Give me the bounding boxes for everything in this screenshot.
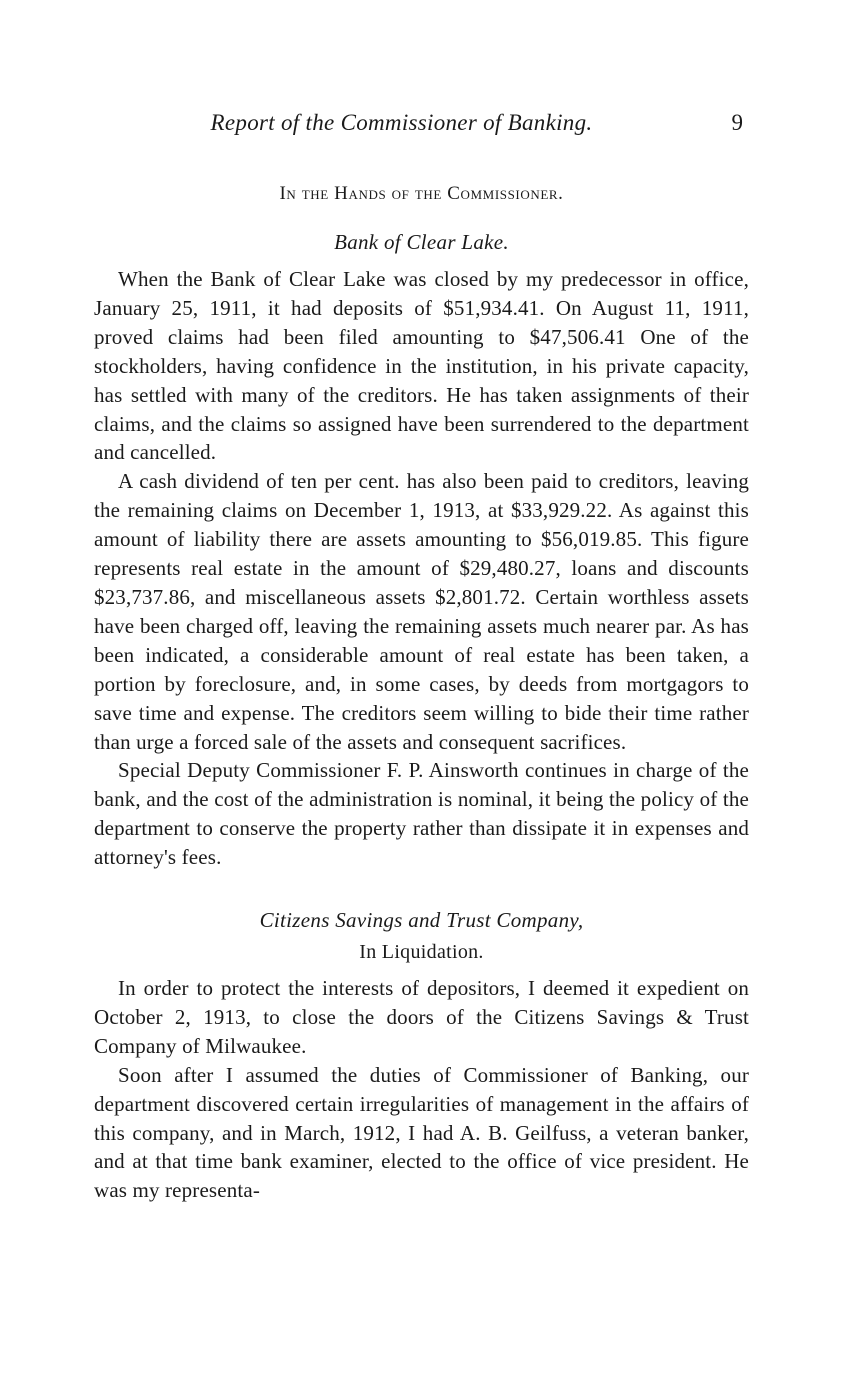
paragraph: Special Deputy Commissioner F. P. Ainsworth continues in charge of the bank, and the cost of the administration is nominal, it being the policy of the department to conserve the property rather than dissipate it in expenses and attorney's fees. — [94, 758, 749, 870]
paragraph: Soon after I assumed the duties of Commissioner of Banking, our department discovered certain irregularities of management in the affairs of this company, and in March, 1912, I had A. B. Geilfuss, a veteran banker, and at that time bank examiner, elected to the office of vice president. He was my representa- — [94, 1062, 749, 1203]
citizens-savings-heading: Citizens Savings and Trust Company, — [259, 908, 584, 933]
paragraph: A cash dividend of ten per cent. has also been paid to creditors, leaving the remaining claims on December 1, 1913, at $33,929.22. As against this amount of liability there are assets amounting to $56,019.85. This figure represents real estate in the amount of $29,480.27, loans and discounts $23,737.86, and miscellaneous assets $2,801.72. Certain worthless assets have been charged off, leaving the remaining assets much nearer par. As has been indicated, a considerable amount of real estate has been taken, a portion by foreclosure, and, in some cases, by deeds from mortgagors to save time and expense. The creditors seem willing to bide their time rather than urge a forced sale of the assets and consequent sacrifices. — [94, 469, 749, 754]
paragraph: In order to protect the interests of depositors, I deemed it expedient on October 2, 1913, to close the doors of the Citizens Savings & Trust Company of Milwaukee. — [94, 976, 749, 1058]
bank-of-clear-lake-heading: Bank of Clear Lake. — [334, 230, 509, 254]
page-number: 9 — [731, 110, 743, 135]
in-liquidation-subheading: In Liquidation. — [359, 941, 484, 964]
running-header — [94, 110, 749, 142]
running-title: Report of the Commissioner of Banking. — [210, 110, 593, 135]
document-page — [94, 110, 749, 1205]
paragraph: When the Bank of Clear Lake was closed by my predecessor in office, January 25, 1911, it had deposits of $51,934.41. On August 11, 1911, proved claims had been filed amounting to $47,506.41 One of the stockholders, having confidence in the institution, in his private capacity, has settled with many of the creditors. He has taken assignments of their claims, and the claims so assigned have been surrendered to the department and cancelled. — [94, 267, 749, 465]
section-title: In the Hands of the Commissioner. — [279, 183, 564, 204]
